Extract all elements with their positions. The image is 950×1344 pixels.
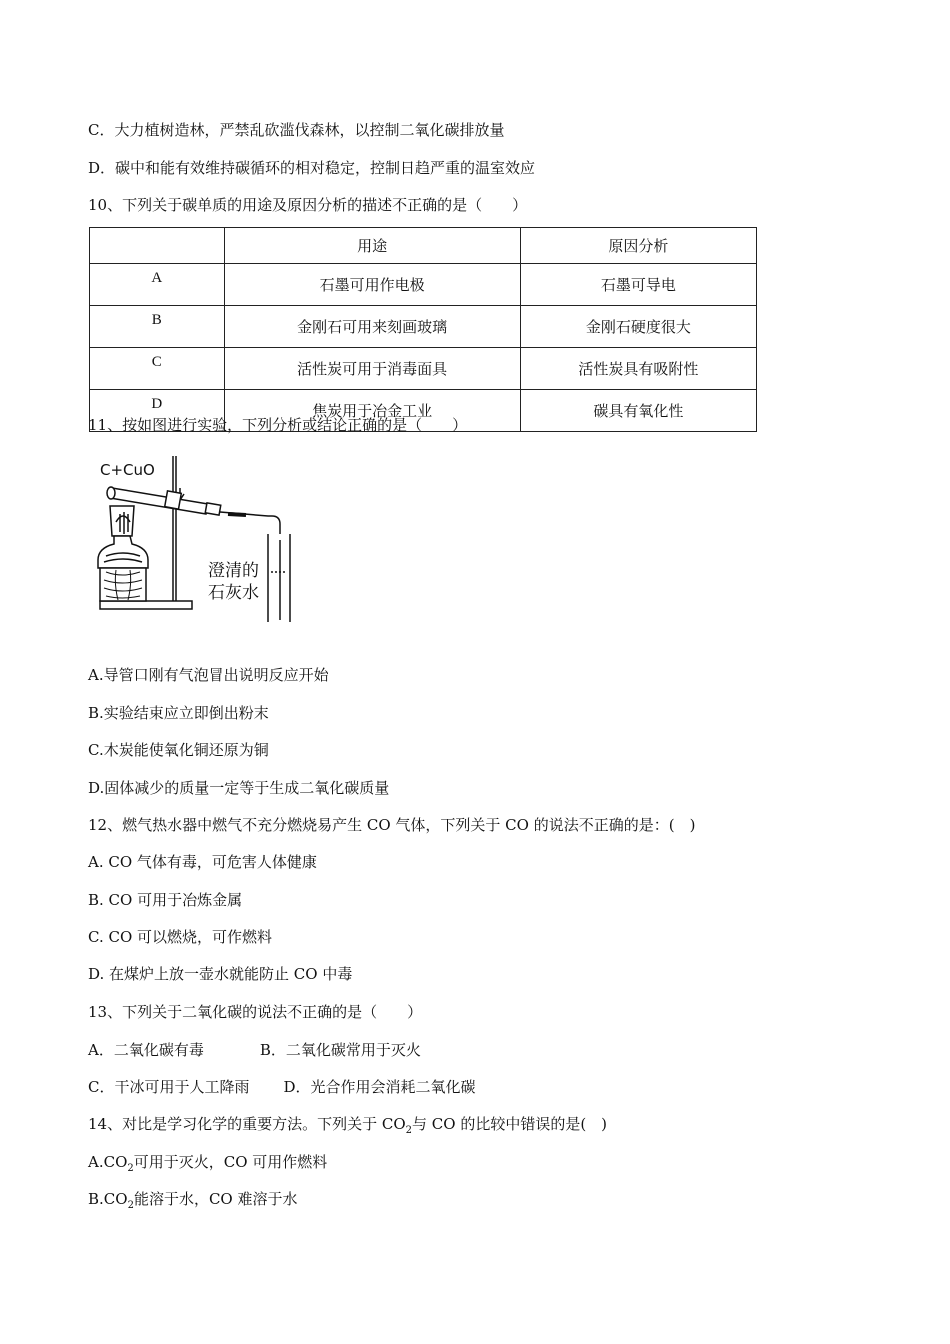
table-header-use: 用途 <box>224 228 520 264</box>
q13-options-row-2 <box>88 1077 476 1097</box>
subscript: 2 <box>127 1163 134 1174</box>
q11-question: 11、按如图进行实验，下列分析或结论正确的是（ ） <box>88 416 468 434</box>
q12-option-b: B. CO 可用于冶炼金属 <box>88 891 243 909</box>
row-reason: 金刚石硬度很大 <box>520 306 756 348</box>
experiment-apparatus-figure <box>96 452 301 622</box>
row-letter: A <box>90 264 225 306</box>
q13-option-a: A．二氧化碳有毒 <box>88 1041 204 1059</box>
table-header-reason: 原因分析 <box>520 228 756 264</box>
row-use: 石墨可用作电极 <box>224 264 520 306</box>
q13-question: 13、下列关于二氧化碳的说法不正确的是（ ） <box>88 1003 423 1021</box>
q14-text-part: 14、对比是学习化学的重要方法。下列关于 CO <box>88 1115 406 1133</box>
stand-base <box>100 601 192 609</box>
q14-option-b <box>88 1189 298 1216</box>
q13-option-b: B．二氧化碳常用于灭火 <box>259 1041 421 1059</box>
row-reason: 活性炭具有吸附性 <box>520 348 756 390</box>
label-reactants: C+CuO <box>100 461 155 479</box>
q11-option-d: D.固体减少的质量一定等于生成二氧化碳质量 <box>88 779 390 797</box>
q14-question <box>88 1114 607 1141</box>
q12-option-c: C. CO 可以燃烧，可作燃料 <box>88 928 273 946</box>
row-reason: 石墨可导电 <box>520 264 756 306</box>
row-reason: 碳具有氧化性 <box>520 390 756 432</box>
q11-option-a: A.导管口刚有气泡冒出说明反应开始 <box>88 666 329 684</box>
table-row <box>90 306 757 348</box>
q13-option-c: C．干冰可用于人工降雨 <box>88 1078 250 1096</box>
q11-option-b: B.实验结束应立即倒出粉末 <box>88 704 269 722</box>
q14b-text-part: 能溶于水，CO 难溶于水 <box>133 1190 298 1208</box>
q12-option-a: A. CO 气体有毒，可危害人体健康 <box>88 853 317 871</box>
table-header-row <box>90 228 757 264</box>
limewater-tube <box>268 534 290 622</box>
row-use: 金刚石可用来刻画玻璃 <box>224 306 520 348</box>
alcohol-lamp <box>98 536 148 568</box>
q14-option-a <box>88 1152 327 1179</box>
q13-option-d: D．光合作用会消耗二氧化碳 <box>283 1078 476 1096</box>
row-letter: D <box>90 390 225 432</box>
label-limewater-2: 石灰水 <box>208 583 259 603</box>
table-row <box>90 264 757 306</box>
q14-text-part: 与 CO 的比较中错误的是( ) <box>412 1115 608 1133</box>
table-cell <box>90 228 225 264</box>
q14a-text-part: 可用于灭火，CO 可用作燃料 <box>133 1153 328 1171</box>
q14a-text-part: A.CO <box>88 1153 128 1171</box>
subscript: 2 <box>127 1200 134 1211</box>
q9-option-d: D．碳中和能有效维持碳循环的相对稳定，控制日趋严重的温室效应 <box>88 159 536 177</box>
row-letter: B <box>90 306 225 348</box>
lamp-chimney <box>110 506 134 536</box>
row-letter: C <box>90 348 225 390</box>
q11-option-c: C.木炭能使氧化铜还原为铜 <box>88 741 269 759</box>
q12-question: 12、燃气热水器中燃气不充分燃烧易产生 CO 气体，下列关于 CO 的说法不正确的是：( ) <box>88 816 696 834</box>
row-use: 活性炭可用于消毒面具 <box>224 348 520 390</box>
row-use: 焦炭用于冶金工业 <box>224 390 520 432</box>
q12-option-d: D. 在煤炉上放一壶水就能防止 CO 中毒 <box>88 965 353 983</box>
q13-options-row-1 <box>88 1040 421 1060</box>
q10-table <box>89 227 757 432</box>
q14b-text-part: B.CO <box>88 1190 128 1208</box>
q10-question: 10、下列关于碳单质的用途及原因分析的描述不正确的是（ ） <box>88 196 528 214</box>
q9-option-c: C．大力植树造林，严禁乱砍滥伐森林，以控制二氧化碳排放量 <box>88 121 505 139</box>
subscript: 2 <box>405 1125 413 1136</box>
table-row <box>90 348 757 390</box>
label-limewater-1: 澄清的 <box>208 561 259 581</box>
